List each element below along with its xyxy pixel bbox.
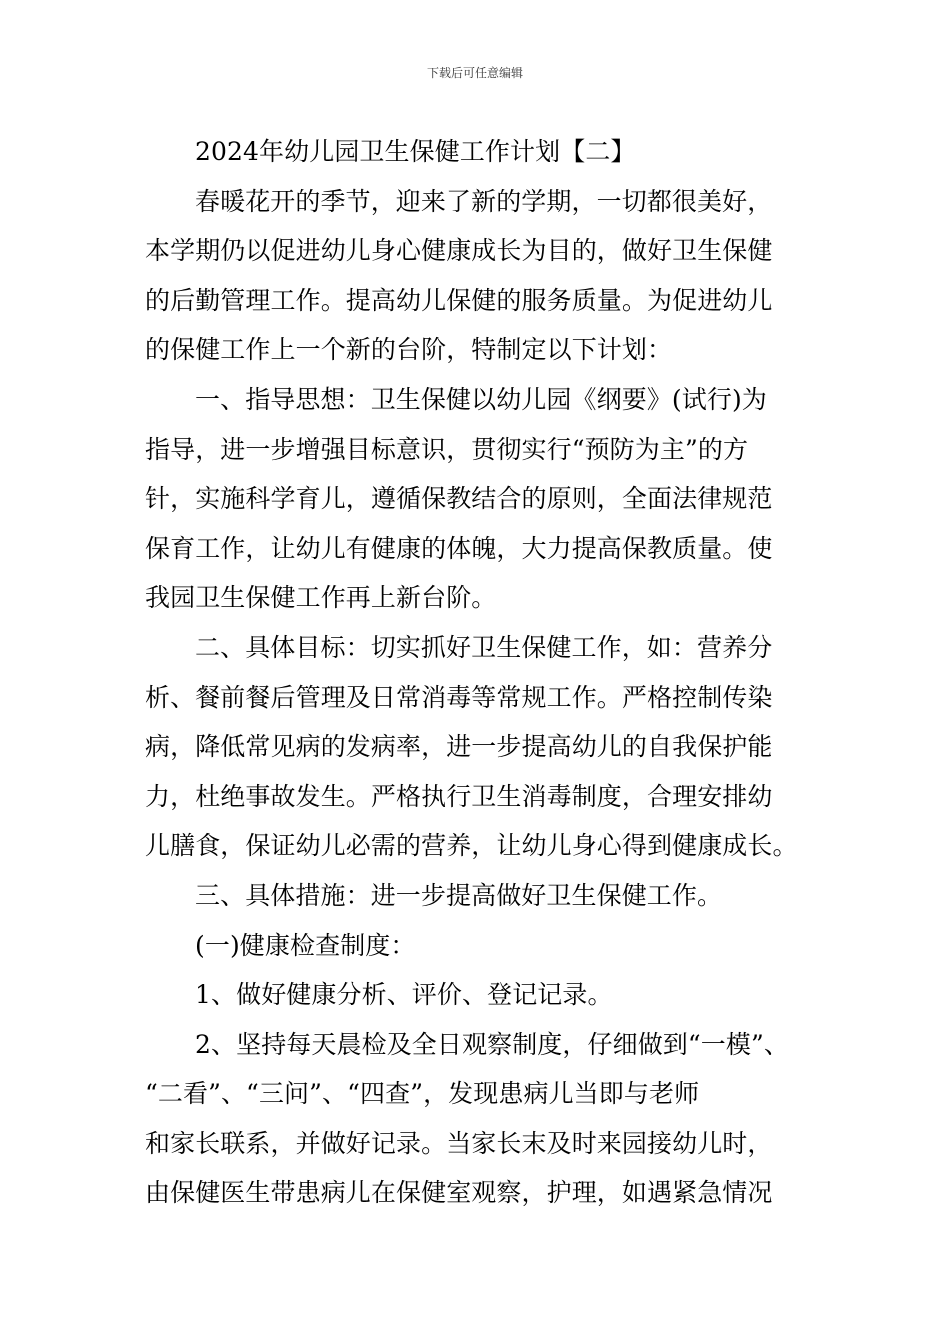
paragraph-line: 春暖花开的季节，迎来了新的学期，一切都很美好， (195, 186, 773, 216)
paragraph-line: 的保健工作上一个新的台阶，特制定以下计划： (145, 335, 673, 365)
paragraph-line: 本学期仍以促进幼儿身心健康成长为目的，做好卫生保健 (145, 236, 773, 266)
paragraph-line: 力，杜绝事故发生。严格执行卫生消毒制度，合理安排幼 (145, 781, 773, 811)
page-header: 下载后可任意编辑 (426, 66, 523, 80)
paragraph-line: 儿膳食，保证幼儿必需的营养，让幼儿身心得到健康成长。 (145, 831, 798, 861)
paragraph-line: 和家长联系，并做好记录。当家长末及时来园接幼儿时， (145, 1128, 773, 1158)
document-body (145, 127, 809, 1218)
section-heading-line: 一、指导思想：卫生保健以幼儿园《纲要》(试行)为 (195, 384, 767, 414)
paragraph-line: 析、餐前餐后管理及日常消毒等常规工作。严格控制传染 (145, 682, 773, 712)
list-item-line: 1、做好健康分析、评价、登记记录。 (195, 980, 613, 1010)
paragraph-line: “二看”、“三问”、“四查”，发现患病儿当即与老师 (145, 1079, 700, 1109)
subsection-heading-line: (一)健康检查制度： (195, 930, 416, 960)
paragraph-line: 指导，进一步增强目标意识，贯彻实行“预防为主”的方 (145, 434, 749, 464)
section-heading-line: 二、具体目标：切实抓好卫生保健工作，如：营养分 (195, 632, 773, 662)
document-title: 2024年幼儿园卫生保健工作计划【二】 (195, 137, 636, 166)
paragraph-line: 的后勤管理工作。提高幼儿保健的服务质量。为促进幼儿 (145, 285, 773, 315)
paragraph-line: 病，降低常见病的发病率，进一步提高幼儿的自我保护能 (145, 732, 773, 762)
section-heading-line: 三、具体措施：进一步提高做好卫生保健工作。 (195, 880, 723, 910)
paragraph-line: 由保健医生带患病儿在保健室观察，护理，如遇紧急情况 (145, 1178, 773, 1208)
paragraph-line: 针，实施科学育儿，遵循保教结合的原则，全面法律规范 (145, 484, 773, 514)
paragraph-line: 保育工作，让幼儿有健康的体魄，大力提高保教质量。使 (145, 533, 773, 563)
list-item-line: 2、坚持每天晨检及全日观察制度，仔细做到“一模”、 (195, 1029, 789, 1059)
paragraph-line: 我园卫生保健工作再上新台阶。 (145, 583, 497, 613)
